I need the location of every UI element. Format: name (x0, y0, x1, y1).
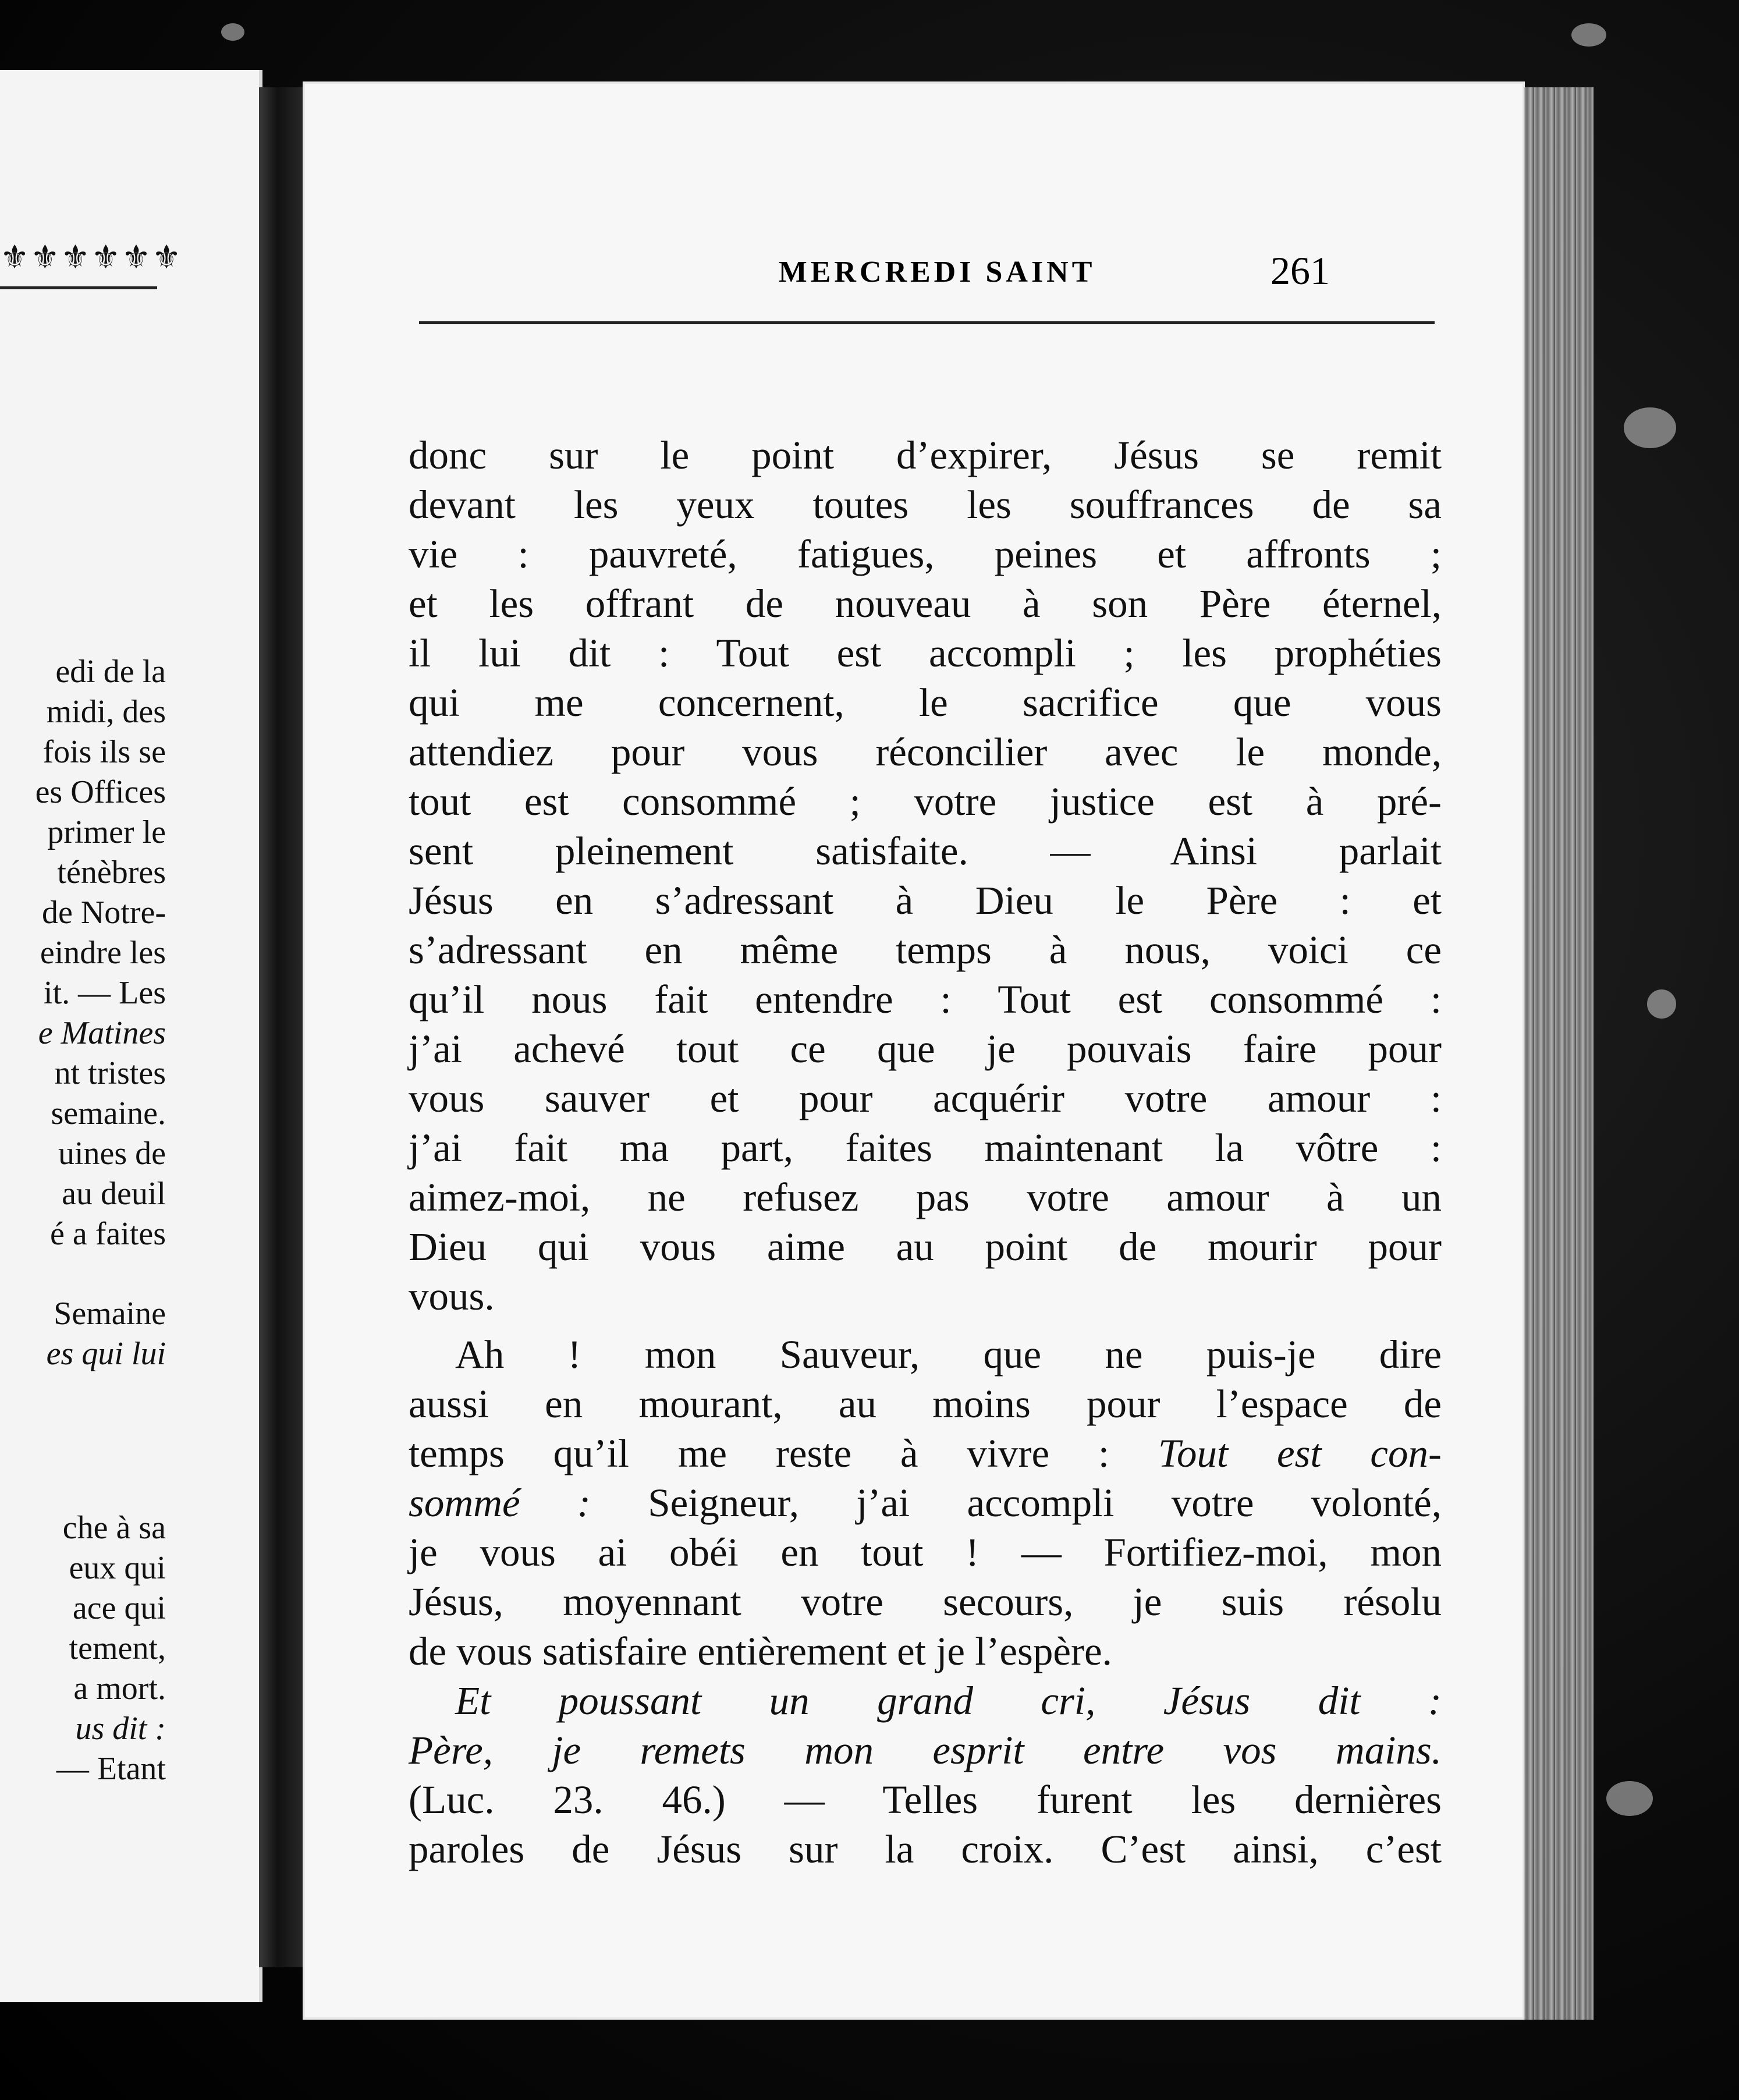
left-line: semaine. (51, 1095, 166, 1131)
body-line: tout est consommé ; votre justice est à pré- (409, 779, 1442, 824)
left-line: it. — Les (44, 975, 166, 1011)
body-line-italic: Père, je remets mon esprit entre vos mains. (409, 1728, 1442, 1772)
body-line: (Luc. 23. 46.) — Telles furent les dernières (409, 1778, 1442, 1822)
left-line: é a faites (50, 1216, 166, 1252)
scan-speck (1624, 407, 1676, 448)
left-line: Semaine (54, 1296, 166, 1332)
body-line: attendiez pour vous réconcilier avec le monde, (409, 730, 1442, 774)
left-line: tement, (69, 1630, 166, 1666)
left-line: — Etant (56, 1751, 166, 1787)
scan-speck (1571, 23, 1606, 47)
body-line: devant les yeux toutes les souffrances de sa (409, 483, 1442, 527)
body-line-italic-part: Tout est con- (1158, 1431, 1442, 1475)
page-block-edge (1524, 87, 1594, 2020)
body-line-italic-part: sommé : (409, 1481, 591, 1525)
left-line: uines de (58, 1136, 166, 1172)
body-line: sent pleinement satisfaite. — Ainsi parlait (409, 829, 1442, 873)
body-line-part: temps qu’il me reste à vivre : (409, 1431, 1110, 1475)
body-line: il lui dit : Tout est accompli ; les prophéties (409, 631, 1442, 675)
left-line: eindre les (40, 935, 166, 971)
body-line: j’ai achevé tout ce que je pouvais faire pour (409, 1027, 1442, 1071)
body-line: donc sur le point d’expirer, Jésus se remit (409, 433, 1442, 477)
left-line: e Matines (38, 1015, 166, 1051)
left-line: primer le (47, 814, 166, 850)
body-line: Jésus, moyennant votre secours, je suis résolu (409, 1580, 1442, 1624)
left-line: nt tristes (54, 1055, 166, 1091)
scan-speck (221, 23, 244, 41)
body-line: paroles de Jésus sur la croix. C’est ainsi, c’est (409, 1827, 1442, 1871)
body-line: de vous satisfaire entièrement et je l’espère. (409, 1629, 1112, 1673)
body-line: et les offrant de nouveau à son Père éternel, (409, 581, 1442, 626)
right-page (303, 81, 1525, 2020)
page-number: 261 (1270, 249, 1330, 293)
running-head (303, 249, 1525, 325)
body-line-italic: Et poussant un grand cri, Jésus dit : (455, 1679, 1442, 1723)
left-line: che à sa (62, 1510, 166, 1546)
left-line: au deuil (62, 1176, 166, 1212)
left-line: ace qui (72, 1590, 166, 1626)
scan-speck (1606, 1781, 1653, 1816)
book-gutter (259, 87, 306, 1967)
left-line: de Notre- (41, 895, 166, 931)
body-line: Dieu qui vous aime au point de mourir pour (409, 1225, 1442, 1269)
left-line: edi de la (55, 654, 166, 690)
left-line-gap (0, 1254, 166, 1294)
left-line: es Offices (35, 774, 166, 810)
body-line-mixed (409, 1478, 1442, 1528)
body-line: aussi en mourant, au moins pour l’espace de (409, 1382, 1442, 1426)
body-line-part: Seigneur, j’ai accompli votre volonté, (648, 1481, 1442, 1525)
left-line: es qui lui (46, 1336, 166, 1372)
left-line: fois ils se (42, 734, 166, 770)
left-page-text (0, 652, 166, 1789)
left-line-gap (0, 1374, 166, 1508)
body-line: Ah ! mon Sauveur, que ne puis-je dire (455, 1332, 1442, 1377)
body-line: s’adressant en même temps à nous, voici ce (409, 928, 1442, 972)
left-line: us dit : (75, 1711, 166, 1747)
body-text (409, 431, 1442, 1874)
body-line: j’ai fait ma part, faites maintenant la vôtre : (409, 1126, 1442, 1170)
body-line: aimez-moi, ne refusez pas votre amour à un (409, 1175, 1442, 1219)
left-page (0, 70, 262, 2002)
header-rule (419, 321, 1435, 324)
body-line-mixed (409, 1429, 1442, 1478)
scan-speck (1647, 989, 1676, 1019)
body-line: qu’il nous fait entendre : Tout est consommé : (409, 977, 1442, 1021)
body-line: vous. (409, 1274, 495, 1318)
left-line: midi, des (46, 694, 166, 730)
left-header-rule (0, 286, 157, 289)
body-line: vous sauver et pour acquérir votre amour : (409, 1076, 1442, 1120)
paragraph-gap (409, 1321, 1442, 1330)
left-line: ténèbres (57, 854, 166, 891)
left-line: a mort. (73, 1670, 166, 1707)
left-line: eux qui (69, 1550, 166, 1586)
fleur-de-lis-ornament: ⚜⚜⚜⚜⚜⚜ (0, 239, 183, 276)
body-line: vie : pauvreté, fatigues, peines et affronts ; (409, 532, 1442, 576)
body-line: je vous ai obéi en tout ! — Fortifiez-moi, mon (409, 1530, 1442, 1574)
running-title: MERCREDI SAINT (778, 256, 1096, 289)
body-line: Jésus en s’adressant à Dieu le Père : et (409, 878, 1442, 923)
body-line: qui me concernent, le sacrifice que vous (409, 680, 1442, 725)
